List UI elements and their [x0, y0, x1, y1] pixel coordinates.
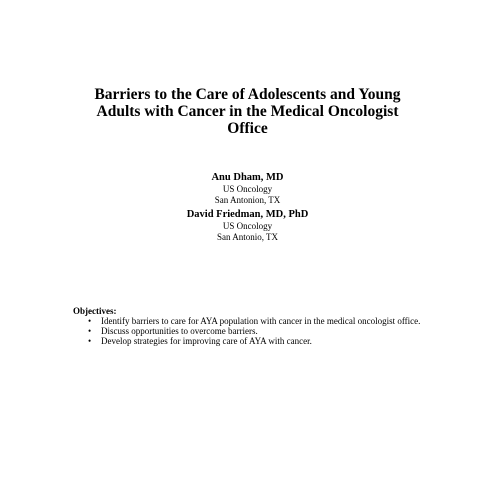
list-item — [73, 326, 433, 336]
author-location: San Antonio, TX — [216, 231, 279, 242]
objectives-heading: Objectives: — [73, 306, 117, 316]
bullet-icon: • — [88, 336, 92, 346]
author-location: San Antonion, TX — [214, 194, 281, 205]
list-item — [73, 336, 433, 346]
title-line-2: Adults with Cancer in the Medical Oncologist — [96, 103, 399, 120]
author-affiliation: US Oncology — [222, 184, 273, 194]
title-line-1: Barriers to the Care of Adolescents and Young — [94, 86, 401, 103]
author-block-1 — [100, 172, 395, 205]
author-affiliation: US Oncology — [222, 221, 273, 231]
title-line-3: Office — [227, 120, 268, 137]
author-name: Anu Dham, MD — [211, 172, 284, 183]
objective-text: Identify barriers to care for AYA population with cancer in the medical oncologist office. — [101, 316, 421, 326]
list-item — [73, 316, 433, 326]
objectives-section — [73, 306, 433, 346]
author-name: David Friedman, MD, PhD — [186, 209, 309, 220]
bullet-icon: • — [88, 316, 92, 326]
document-title — [60, 86, 435, 137]
objective-text: Develop strategies for improving care of AYA with cancer. — [101, 336, 312, 346]
objectives-list — [73, 316, 433, 346]
objective-text: Discuss opportunities to overcome barriers. — [101, 326, 258, 336]
bullet-icon: • — [88, 326, 92, 336]
author-block-2 — [100, 209, 395, 242]
